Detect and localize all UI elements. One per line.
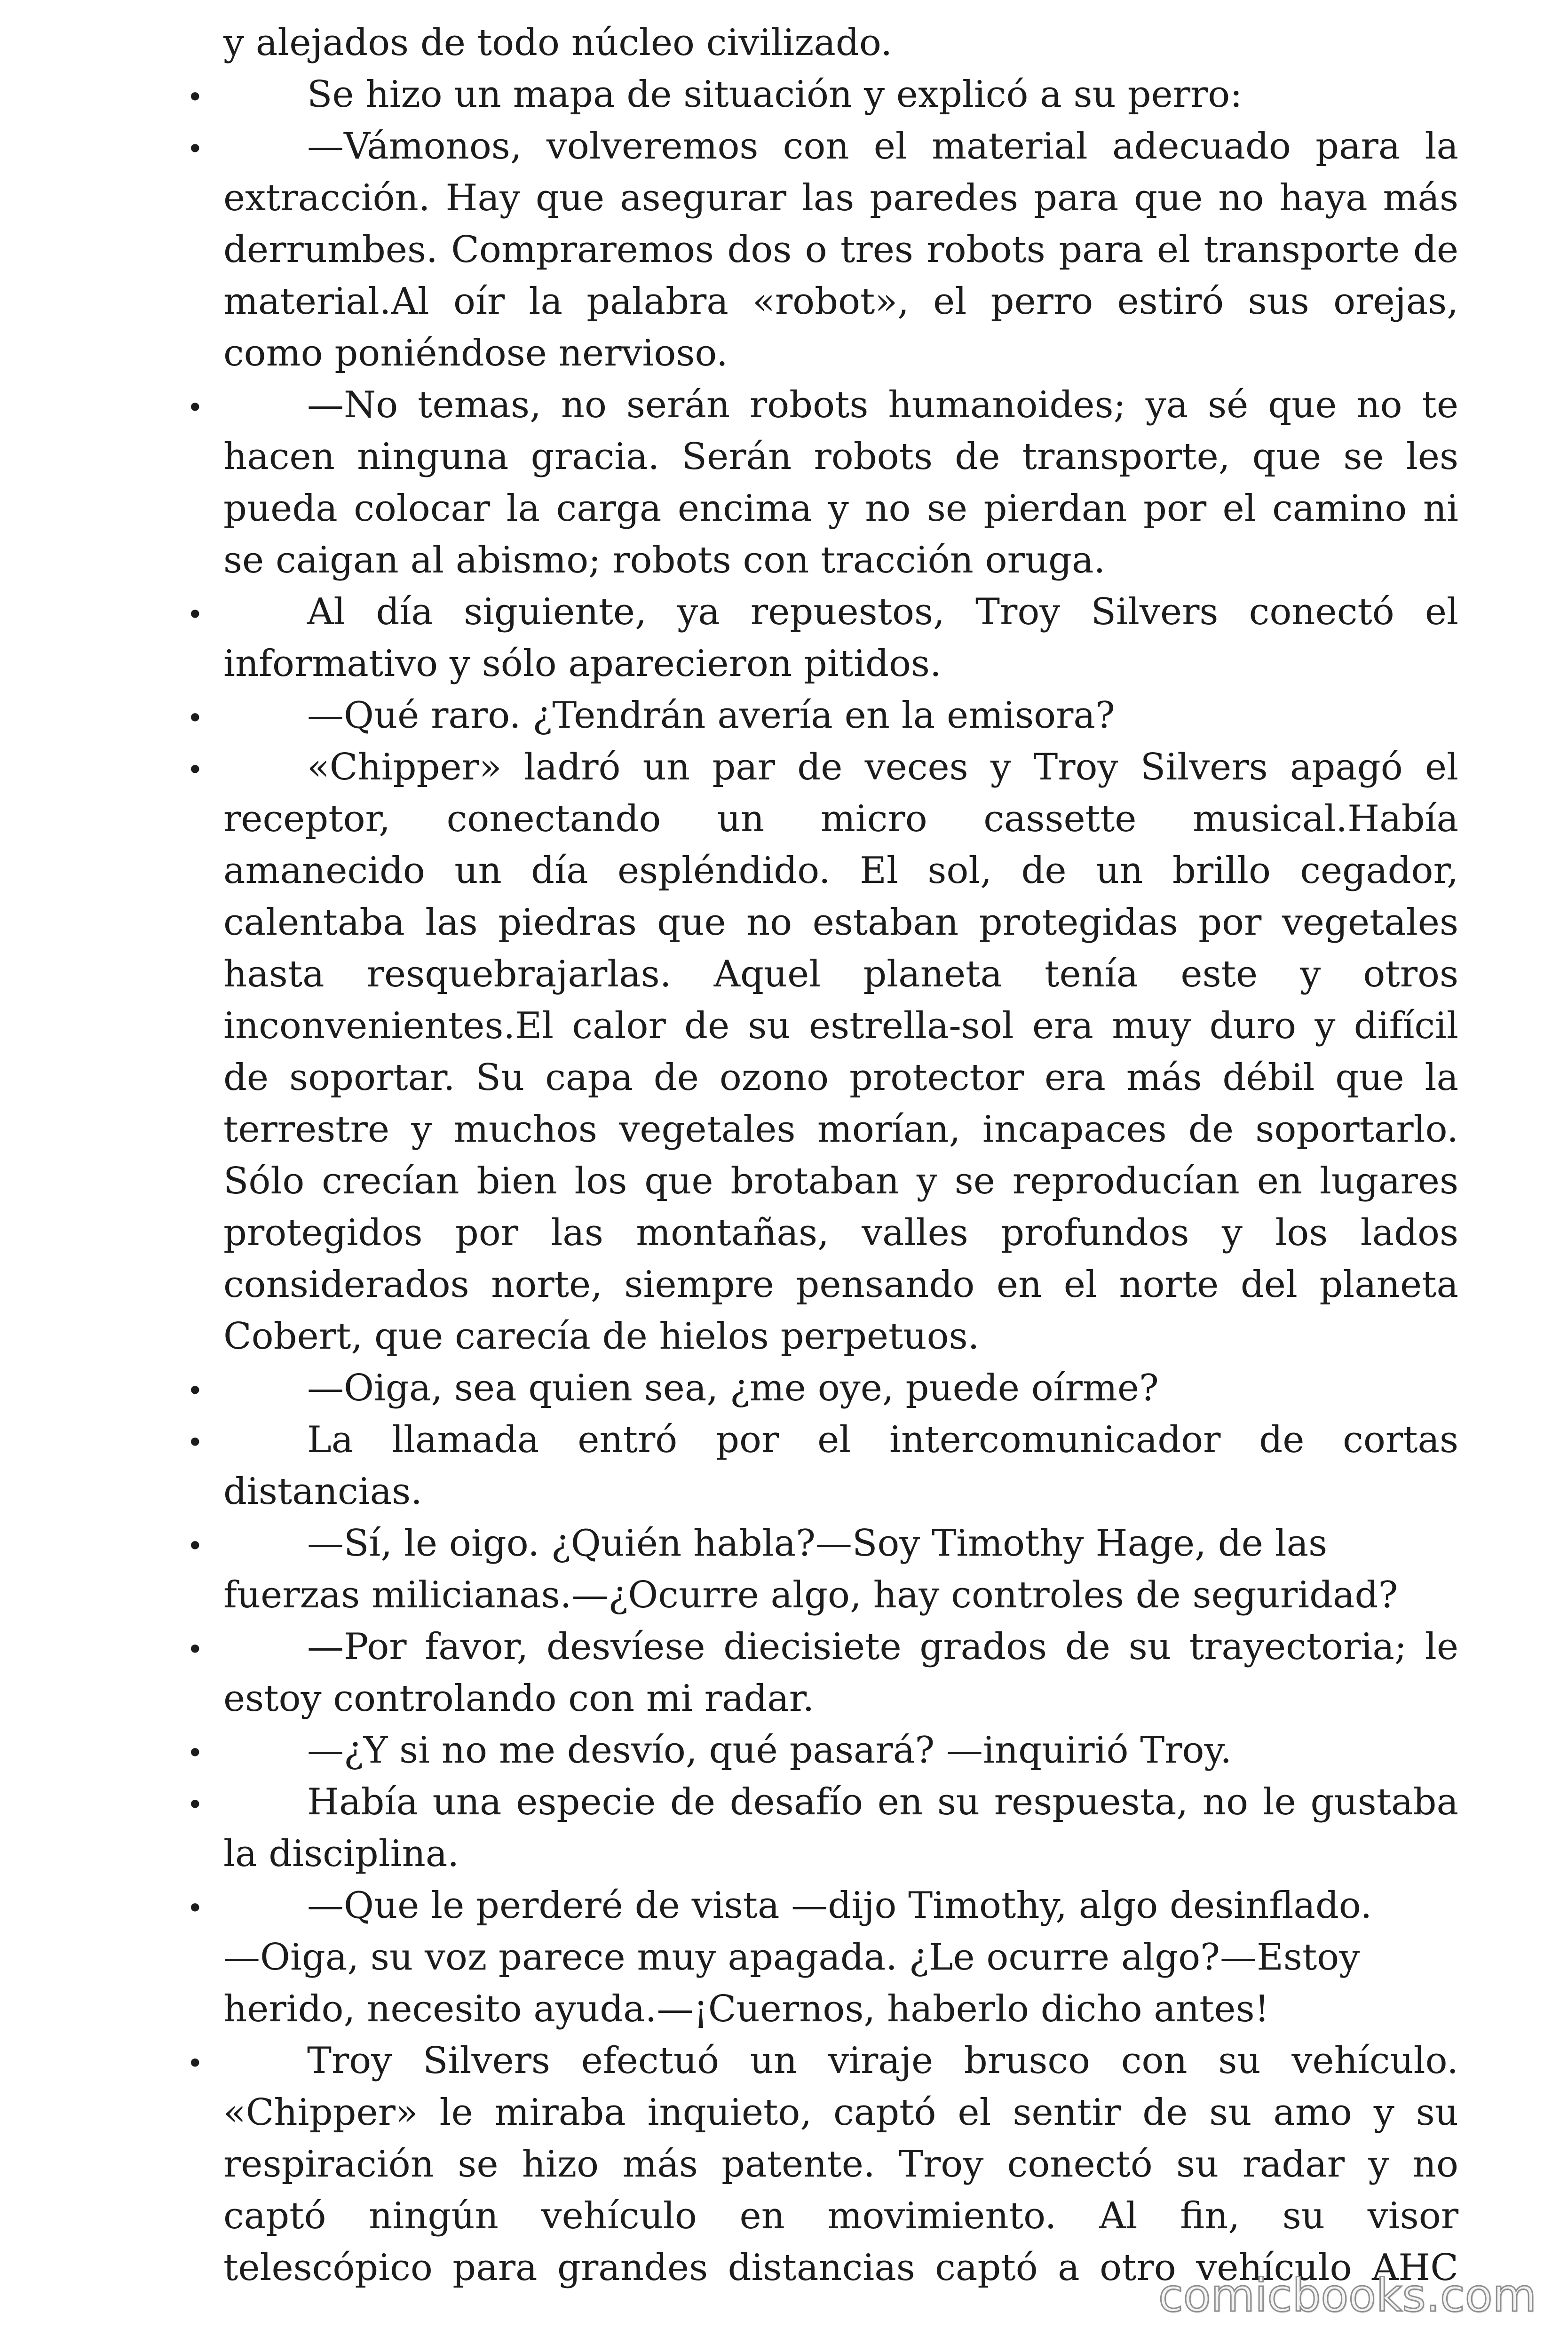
paragraph [187,1880,1458,2035]
text-line: extracción. Hay que asegurar las paredes para que no haya más [223,177,1458,219]
text-line: como poniéndose nervioso. [223,332,728,374]
paragraph [187,1414,1458,1518]
bullet-marker: • [187,1530,204,1563]
text-line: Troy Silvers efectuó un viraje brusco con su vehículo. [307,2040,1458,2082]
text-line: de soportar. Su capa de ozono protector era más débil que la [223,1057,1458,1099]
paragraph [223,17,1458,69]
text-line: telescópico para grandes distancias captó a otro vehículo AHC [223,2247,1458,2289]
bullet-marker: • [187,702,204,735]
bullet-marker: • [187,1426,204,1459]
text-line: —Vámonos, volveremos con el material adecuado para la [307,125,1458,167]
paragraph [187,1776,1458,1880]
text-line: inconvenientes.El calor de su estrella-sol era muy duro y difícil [223,1005,1458,1047]
text-line: distancias. [223,1470,422,1513]
text-line: receptor, conectando un micro cassette musical.Había [223,798,1458,840]
paragraph [187,690,1458,741]
text-line: —No temas, no serán robots humanoides; ya sé que no te [307,384,1458,426]
bullet-marker: • [187,133,204,166]
text-line: Sólo crecían bien los que brotaban y se reproducían en lugares [223,1160,1458,1202]
bullet-marker: • [187,1737,204,1770]
text-line: Cobert, que carecía de hielos perpetuos. [223,1315,980,1358]
bullet-marker: • [187,754,204,787]
text-line: —Oiga, sea quien sea, ¿me oye, puede oírme? [307,1367,1159,1409]
text-line: —Que le perderé de vista —dijo Timothy, algo desinflado. [307,1884,1372,1927]
bullet-marker: • [187,2047,204,2080]
bullet-marker: • [187,1375,204,1407]
bullet-marker: • [187,391,204,424]
text-line: —Oiga, su voz parece muy apagada. ¿Le ocurre algo?—Estoy [223,1936,1360,1979]
paragraph [187,1621,1458,1724]
text-line: respiración se hizo más patente. Troy conectó su radar y no [223,2143,1458,2185]
bullet-marker: • [187,1633,204,1666]
text-line: terrestre y muchos vegetales morían, incapaces de soportarlo. [223,1108,1458,1151]
text-line: «Chipper» le miraba inquieto, captó el sentir de su amo y su [223,2091,1458,2134]
text-line: captó ningún vehículo en movimiento. Al fin, su visor [223,2195,1458,2237]
watermark: comicbooks.com [1158,2269,1536,2322]
paragraph [187,741,1458,1362]
paragraph [187,1362,1458,1414]
text-line: la disciplina. [223,1833,459,1875]
paragraph [187,2035,1458,2294]
text-line: Se hizo un mapa de situación y explicó a su perro: [307,73,1243,116]
text-line: derrumbes. Compraremos dos o tres robots para el transporte de [223,229,1458,271]
text-line: fuerzas milicianas.—¿Ocurre algo, hay controles de seguridad? [223,1574,1398,1616]
text-line: —¿Y si no me desvío, qué pasará? —inquirió Troy. [307,1729,1232,1772]
paragraph [187,379,1458,586]
paragraph [187,1724,1458,1776]
text-line: Al día siguiente, ya repuestos, Troy Silvers conectó el [307,591,1458,633]
text-line: hasta resquebrajarlas. Aquel planeta tenía este y otros [223,953,1458,995]
text-line: herido, necesito ayuda.—¡Cuernos, haberlo dicho antes! [223,1988,1269,2030]
text-line: protegidos por las montañas, valles profundos y los lados [223,1212,1458,1254]
paragraph [187,69,1458,120]
paragraph [187,120,1458,379]
text-line: se caigan al abismo; robots con tracción oruga. [223,539,1106,581]
text-line: y alejados de todo núcleo civilizado. [223,22,893,64]
text-line: pueda colocar la carga encima y no se pierdan por el camino ni [223,487,1458,530]
bullet-marker: • [187,1788,204,1821]
text-line: amanecido un día espléndido. El sol, de un brillo cegador, [223,850,1458,892]
text-line: informativo y sólo aparecieron pitidos. [223,643,942,685]
paragraph [187,586,1458,690]
paragraph [187,1518,1458,1621]
bullet-marker: • [187,1892,204,1925]
text-line: material.Al oír la palabra «robot», el perro estiró sus orejas, [223,280,1458,323]
text-line: —Qué raro. ¿Tendrán avería en la emisora? [307,694,1115,737]
bullet-marker: • [187,81,204,114]
text-line: Había una especie de desafío en su respuesta, no le gustaba [307,1781,1458,1823]
text-line: «Chipper» ladró un par de veces y Troy Silvers apagó el [307,746,1458,788]
text-line: La llamada entró por el intercomunicador de cortas [307,1419,1458,1461]
text-line: calentaba las piedras que no estaban protegidas por vegetales [223,901,1458,944]
bullet-marker: • [187,598,204,631]
text-line: hacen ninguna gracia. Serán robots de transporte, que se les [223,436,1458,478]
text-line: considerados norte, siempre pensando en el norte del planeta [223,1263,1458,1306]
text-line: —Sí, le oigo. ¿Quién habla?—Soy Timothy Hage, de las [307,1522,1328,1565]
text-line: estoy controlando con mi radar. [223,1677,815,1720]
text-column [187,17,1458,2294]
text-line: —Por favor, desvíese diecisiete grados de su trayectoria; le [307,1626,1458,1668]
